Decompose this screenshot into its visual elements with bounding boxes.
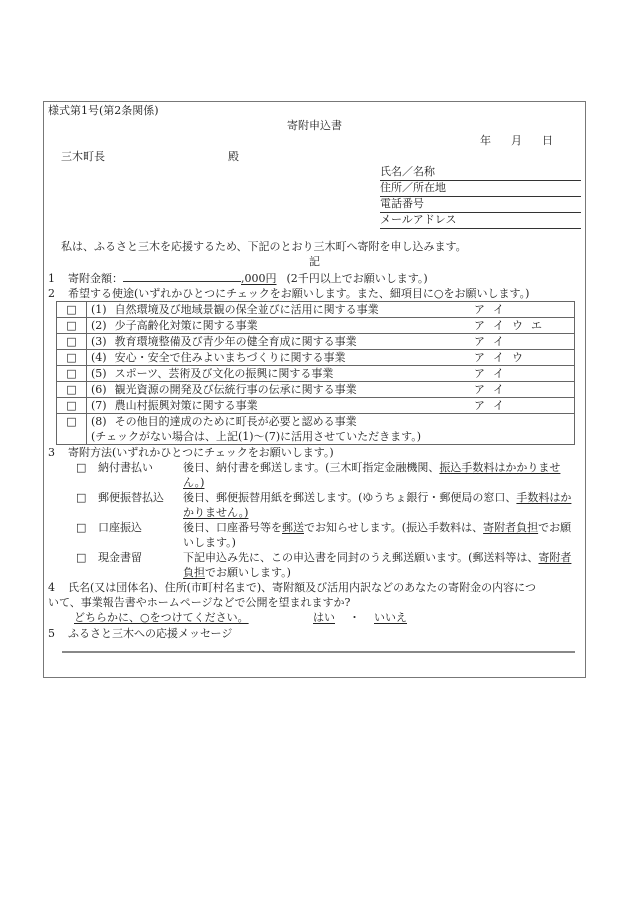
phone-field-label: 電話番号 [380, 197, 424, 210]
method-text: 下記申込み先に、この申込書を同封のうえ郵送願います。(郵送料等は、 [183, 551, 539, 564]
form-title: 寄附申込書 [287, 119, 342, 132]
option-e[interactable]: エ [531, 319, 542, 332]
usage-row [57, 398, 575, 414]
title-row [48, 118, 581, 133]
usage-row [57, 350, 575, 366]
usage-no: (1) [91, 303, 107, 316]
usage-checkbox[interactable]: □ [57, 414, 87, 445]
email-field-label: メールアドレス [380, 213, 457, 226]
option-i[interactable]: イ [493, 351, 504, 364]
applicant-fields [380, 165, 581, 229]
method-row [76, 550, 581, 580]
form-number: 様式第1号(第2条関係) [48, 104, 159, 117]
ki-row [48, 254, 581, 269]
method-desc [183, 490, 581, 520]
method-text: 後日、口座番号等を [183, 521, 282, 534]
usage-options [474, 302, 570, 317]
section5-number: 5 [48, 627, 55, 640]
method-text-underlined: 寄附者負担 [483, 521, 539, 534]
publish-separator: ・ [349, 611, 360, 624]
section1-label: 寄附金額： [68, 272, 123, 285]
section3-label: 寄附方法(いずれかひとつにチェックをお願いします。) [68, 446, 334, 459]
usage-no: (5) [91, 367, 107, 380]
publish-no-option[interactable]: いいえ [374, 611, 407, 624]
section4-line1: 氏名(又は団体名)、住所(市町村名まで)、寄附額及び活用内訳などのあなたの寄附金の内容につ [68, 581, 536, 594]
phone-field[interactable] [380, 197, 581, 213]
addressee-row [48, 149, 581, 165]
usage-checkbox[interactable]: □ [57, 318, 87, 334]
method-checkbox[interactable]: □ [76, 521, 87, 534]
name-field[interactable] [380, 165, 581, 181]
addressee-honorific: 殿 [228, 150, 239, 163]
section5-row [48, 626, 581, 641]
section2-label: 希望する使途(いずれかひとつにチェックをお願いします。また、細項目に○をお願いします。) [68, 287, 530, 300]
usage-text: 少子高齢化対策に関する事業 [114, 319, 258, 332]
usage-no: (4) [91, 351, 107, 364]
option-a[interactable]: ア [474, 399, 485, 412]
usage-checkbox[interactable]: □ [57, 366, 87, 382]
form-content [48, 103, 581, 653]
section4-row [48, 580, 581, 595]
option-i[interactable]: イ [493, 399, 504, 412]
usage-checkbox[interactable]: □ [57, 350, 87, 366]
method-text-underlined: せん。) [183, 461, 561, 489]
usage-row [57, 302, 575, 318]
method-text: でお願いします。) [205, 566, 291, 579]
method-checkbox[interactable]: □ [76, 461, 87, 474]
method-text: で [538, 521, 550, 534]
usage-text: 教育環境整備及び青少年の健全育成に関する事業 [114, 335, 357, 348]
date-year[interactable]: 年 [480, 134, 491, 147]
section4-line2: いて、事業報告書やホームページなどで公開を望まれますか? [48, 596, 351, 609]
usage-text: 農山村振興対策に関する事業 [114, 399, 258, 412]
method-name: 郵便振替払込 [98, 491, 164, 504]
usage-options [474, 382, 570, 397]
support-message-input[interactable] [62, 651, 575, 653]
usage-text: 観光資源の開発及び伝統行事の伝承に関する事業 [114, 383, 357, 396]
method-row [76, 490, 581, 520]
publish-instruction: どちらかに、○をつけてください。 [74, 611, 249, 624]
option-a[interactable]: ア [474, 319, 485, 332]
option-i[interactable]: イ [493, 367, 504, 380]
intro-row [48, 239, 581, 254]
usage-options [474, 350, 570, 365]
usage-note: (チェックがない場合は、上記(1)～(7)に活用させていただきます。) [91, 430, 422, 443]
usage-text: 自然環境及び地域景観の保全並びに活用に関する事業 [114, 303, 379, 316]
method-row [76, 460, 581, 490]
method-checkbox[interactable]: □ [76, 551, 87, 564]
amount-note: (2千円以上でお願いします。) [286, 272, 428, 285]
usage-checkbox[interactable]: □ [57, 334, 87, 350]
option-a[interactable]: ア [474, 383, 485, 396]
usage-row [57, 366, 575, 382]
email-field[interactable] [380, 213, 581, 229]
option-i[interactable]: イ [493, 335, 504, 348]
method-text-underlined: 手数料 [516, 491, 550, 504]
method-name: 納付書払い [98, 461, 153, 474]
name-field-label: 氏名／名称 [380, 165, 435, 178]
section1-row [48, 269, 581, 286]
option-i[interactable]: イ [493, 383, 504, 396]
publish-yes-option[interactable]: はい [313, 611, 335, 624]
section3-number: 3 [48, 446, 55, 459]
method-checkbox[interactable]: □ [76, 491, 87, 504]
usage-text: その他目的達成のために町長が必要と認める事業 [114, 415, 357, 428]
method-text-underlined: はかかりません。) [183, 491, 572, 519]
address-field[interactable] [380, 181, 581, 197]
method-text-underlined: 振込手数料はかかりま [439, 461, 550, 474]
usage-table [56, 301, 575, 445]
date-row [48, 133, 581, 149]
usage-text: 安心・安全で住みよいまちづくりに関する事業 [114, 351, 346, 364]
usage-options [474, 318, 570, 333]
address-field-label: 住所／所在地 [380, 181, 446, 194]
amount-unit: ,000円 [241, 272, 277, 285]
method-name: 現金書留 [98, 551, 142, 564]
section4-row2 [48, 595, 581, 610]
usage-no: (6) [91, 383, 107, 396]
section2-number: 2 [48, 287, 55, 300]
usage-checkbox[interactable]: □ [57, 302, 87, 318]
method-text: お願いします。) [183, 521, 572, 549]
option-a[interactable]: ア [474, 303, 485, 316]
usage-no: (2) [91, 319, 107, 332]
method-desc [183, 520, 581, 550]
section2-row [48, 286, 581, 301]
section3-row [48, 445, 581, 460]
usage-options [474, 334, 570, 349]
usage-row [57, 318, 575, 334]
usage-checkbox[interactable]: □ [57, 398, 87, 414]
method-name: 口座振込 [98, 521, 142, 534]
usage-no: (8) [91, 415, 107, 428]
date-month[interactable]: 月 [511, 134, 522, 147]
method-text-underlined: 郵送 [282, 521, 304, 534]
section1-number: 1 [48, 272, 55, 285]
usage-row [57, 382, 575, 398]
section5-label: ふるさと三木への応援メッセージ [68, 627, 233, 640]
method-text: 後日、郵便振替用紙を郵送します。(ゆうちょ銀行・郵便局の窓口、 [183, 491, 517, 504]
usage-options [474, 366, 570, 381]
method-desc [183, 460, 581, 490]
publish-row [48, 610, 581, 626]
usage-checkbox[interactable]: □ [57, 382, 87, 398]
option-a[interactable]: ア [474, 351, 485, 364]
method-text-underlined: 寄 [538, 551, 550, 564]
intro-text: 私は、ふるさと三木を応援するため、下記のとおり三木町へ寄附を申し込みます。 [61, 240, 467, 253]
usage-options [474, 398, 570, 413]
method-text: でお知らせします。(振込手数料は、 [304, 521, 484, 534]
addressee-name: 三木町長 [61, 150, 105, 163]
usage-row [57, 334, 575, 350]
section4-number: 4 [48, 581, 55, 594]
ki-heading: 記 [309, 255, 320, 268]
form-number-row [48, 103, 581, 118]
option-a[interactable]: ア [474, 367, 485, 380]
usage-row [57, 414, 575, 445]
option-u[interactable]: ウ [512, 319, 523, 332]
method-text: 後日、納付書を郵送します。(三木町指定金融機関、 [183, 461, 440, 474]
method-desc [183, 550, 581, 580]
option-i[interactable]: イ [493, 303, 504, 316]
option-i[interactable]: イ [493, 319, 504, 332]
method-text-underlined: 附者負担 [183, 551, 572, 579]
option-a[interactable]: ア [474, 335, 485, 348]
date-day[interactable]: 日 [542, 134, 553, 147]
option-u[interactable]: ウ [512, 351, 523, 364]
usage-text: スポーツ、芸術及び文化の振興に関する事業 [114, 367, 334, 380]
usage-no: (3) [91, 335, 107, 348]
method-row [76, 520, 581, 550]
usage-no: (7) [91, 399, 107, 412]
donation-amount-input[interactable] [123, 269, 241, 282]
